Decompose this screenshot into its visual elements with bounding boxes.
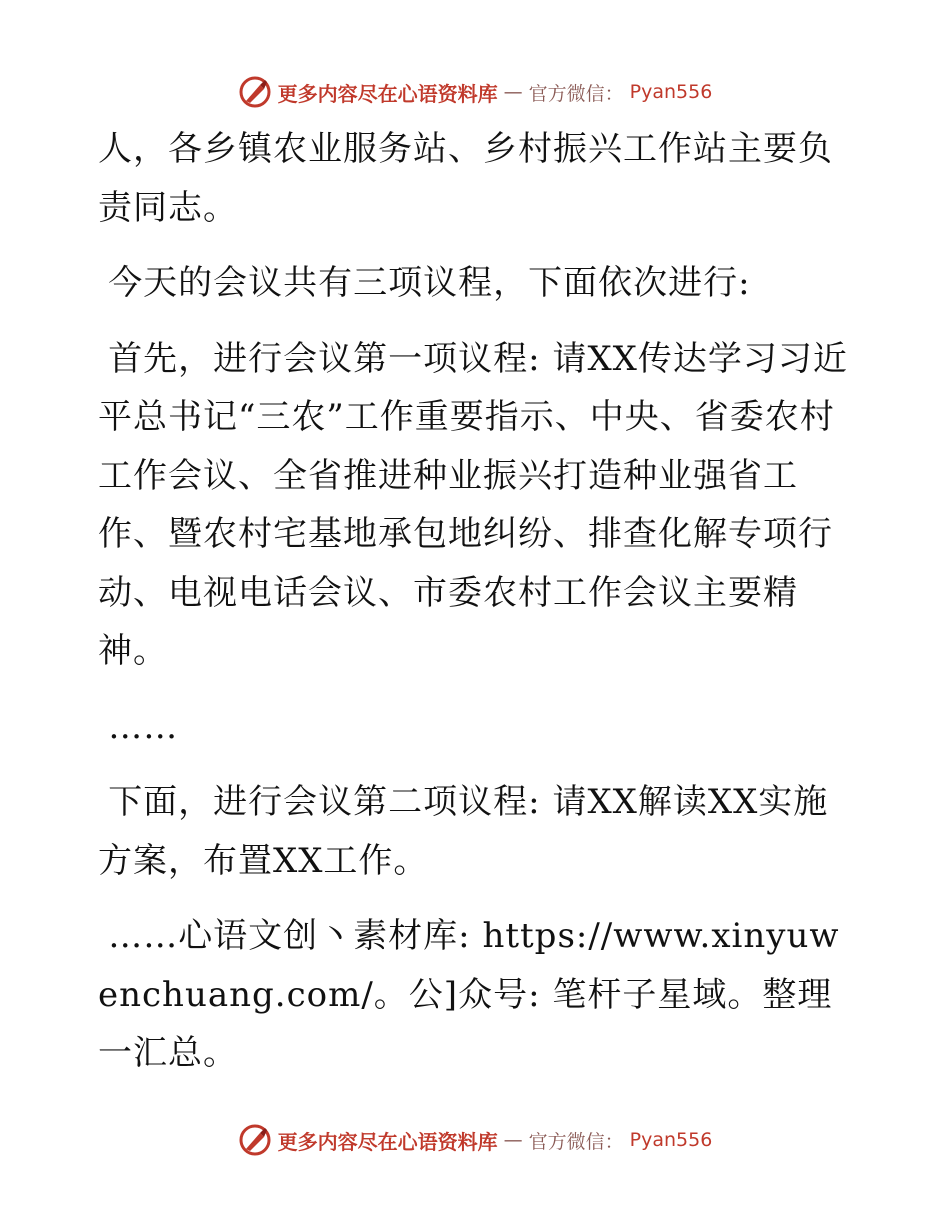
- header-separator: —: [503, 81, 523, 103]
- header-brand-text: 更多内容尽在心语资料库: [277, 81, 498, 106]
- paragraph-agenda-intro: 今天的会议共有三项议程，下面依次进行:: [108, 263, 751, 303]
- header-watermark: [0, 72, 950, 112]
- paragraph-ellipsis: ……: [108, 706, 179, 747]
- footer-wechat-label: 官方微信：: [528, 1130, 624, 1153]
- quill-seal-icon: [238, 1123, 272, 1157]
- paragraph-agenda-item-two: 下面，进行会议第二项议程: 请XX解读XX实施方案，布置XX工作。: [98, 782, 829, 881]
- footer-brand-text: 更多内容尽在心语资料库: [277, 1129, 498, 1154]
- document-body: [98, 120, 858, 1083]
- quill-seal-icon: [238, 75, 272, 109]
- footer-wechat-id: Pyan556: [629, 1129, 713, 1151]
- header-wechat-label: 官方微信：: [528, 82, 624, 105]
- footer-watermark: [0, 1120, 950, 1160]
- paragraph-source-note: ……心语文创丶素材库: https://www.xinyuwenchuang.com/。公]众号: 笔杆子星域。整理一汇总。: [98, 916, 840, 1073]
- paragraph-agenda-item-one: 首先，进行会议第一项议程: 请XX传达学习习近平总书记“三农”工作重要指示、中央、省委农村工作会议、全省推进种业振兴打造种业强省工作、暨农村宅基地承包地纠纷、排查化解专项行动、电视电话会议、市委农村工作会议主要精神。: [98, 338, 848, 671]
- header-wechat-id: Pyan556: [629, 81, 713, 103]
- footer-separator: —: [503, 1129, 523, 1151]
- paragraph-attendees: 人，各乡镇农业服务站、乡村振兴工作站主要负责同志。: [98, 129, 833, 228]
